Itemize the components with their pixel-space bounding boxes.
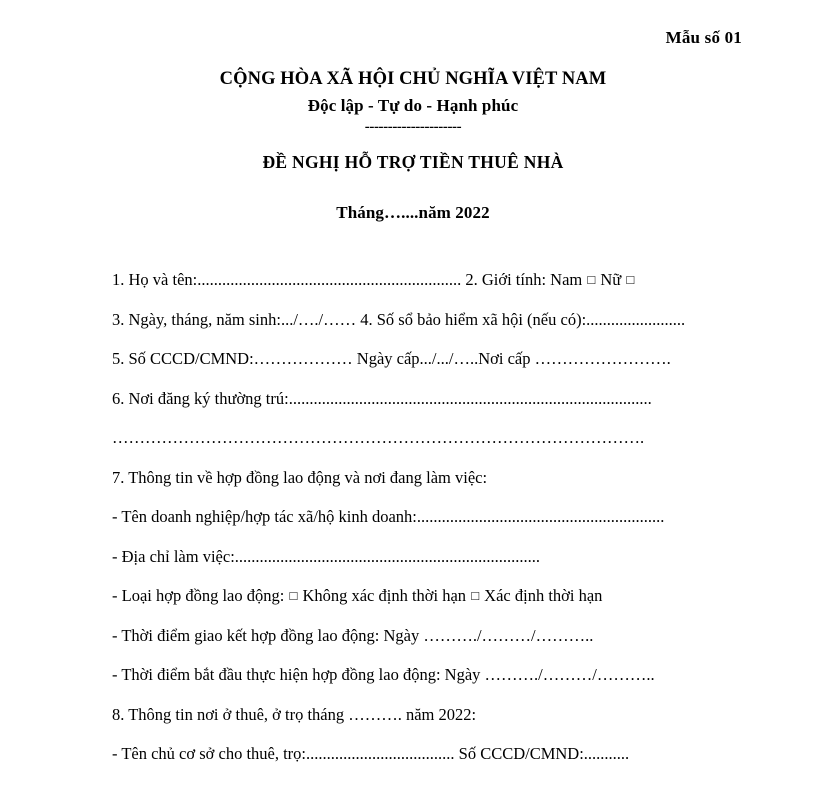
form-field-permanent-residence-continued — [112, 430, 772, 447]
field-text: 7. Thông tin về hợp đồng lao động và nơi đang làm việc: — [112, 467, 488, 487]
field-text: ……………………………………………………………………………………. — [112, 428, 645, 447]
field-text: 1. Họ và tên:................................................................ 2. Giới tính: Nam — [112, 270, 587, 289]
form-field-birth-date-and-social-insurance — [112, 309, 772, 329]
national-motto: Độc lập - Tự do - Hạnh phúc — [307, 96, 519, 116]
field-text: Không xác định thời hạn — [298, 586, 471, 605]
field-text: 3. Ngày, tháng, năm sinh:.../…./…… 4. Số sổ bảo hiểm xã hội (nếu có):........................ — [112, 309, 686, 329]
national-header — [0, 68, 826, 136]
checkbox-icon[interactable]: □ — [587, 272, 596, 287]
title-block — [0, 152, 826, 223]
form-field-rental-info-heading — [112, 704, 772, 724]
checkbox-icon[interactable]: □ — [289, 588, 298, 603]
form-field-full-name-and-gender — [112, 272, 772, 289]
field-text: 5. Số CCCD/CMND:……………… Ngày cấp.../.../…..Nơi cấp ……………………. — [112, 349, 671, 368]
form-fields-list — [112, 272, 772, 763]
checkbox-icon[interactable]: □ — [471, 588, 480, 603]
form-field-contract-start-date — [112, 667, 772, 684]
document-period: Tháng…....năm 2022 — [336, 203, 490, 222]
field-text: - Loại hợp đồng lao động: — [112, 586, 289, 605]
form-field-contract-signing-date — [112, 625, 772, 645]
field-text: 8. Thông tin nơi ở thuê, ở trọ tháng ………. năm 2022: — [112, 704, 477, 724]
field-text: 6. Nơi đăng ký thường trú:........................................................................................ — [112, 388, 652, 408]
form-field-id-card-number — [112, 351, 772, 368]
country-name: CỘNG HÒA XÃ HỘI CHỦ NGHĨA VIỆT NAM — [219, 69, 607, 89]
header-separator: --------------------- — [364, 119, 462, 136]
form-field-work-address — [112, 546, 772, 566]
page-title: ĐỀ NGHỊ HỖ TRỢ TIỀN THUÊ NHÀ — [262, 152, 564, 172]
form-code-label: Mẫu số 01 — [665, 28, 742, 47]
field-text: - Thời điểm giao kết hợp đồng lao động: Ngày ………./………/……….. — [112, 625, 594, 645]
field-text: - Tên chủ cơ sở cho thuê, trọ:.................................... Số CCCD/CMND:........... — [112, 744, 630, 763]
form-field-contract-type — [112, 588, 772, 605]
form-field-landlord-name-and-id — [112, 746, 772, 763]
field-text: - Thời điểm bắt đầu thực hiện hợp đồng lao động: Ngày ………./………/……….. — [112, 665, 655, 684]
field-text: - Tên doanh nghiệp/hợp tác xã/hộ kinh doanh:............................................................ — [112, 507, 665, 526]
field-text: Nữ — [596, 270, 626, 289]
form-field-permanent-residence — [112, 388, 772, 408]
field-text: Xác định thời hạn — [480, 586, 603, 605]
form-field-employer-name — [112, 509, 772, 526]
form-field-labor-contract-info-heading — [112, 467, 772, 487]
checkbox-icon[interactable]: □ — [626, 272, 635, 287]
field-text: - Địa chỉ làm việc:.......................................................................... — [112, 546, 541, 566]
